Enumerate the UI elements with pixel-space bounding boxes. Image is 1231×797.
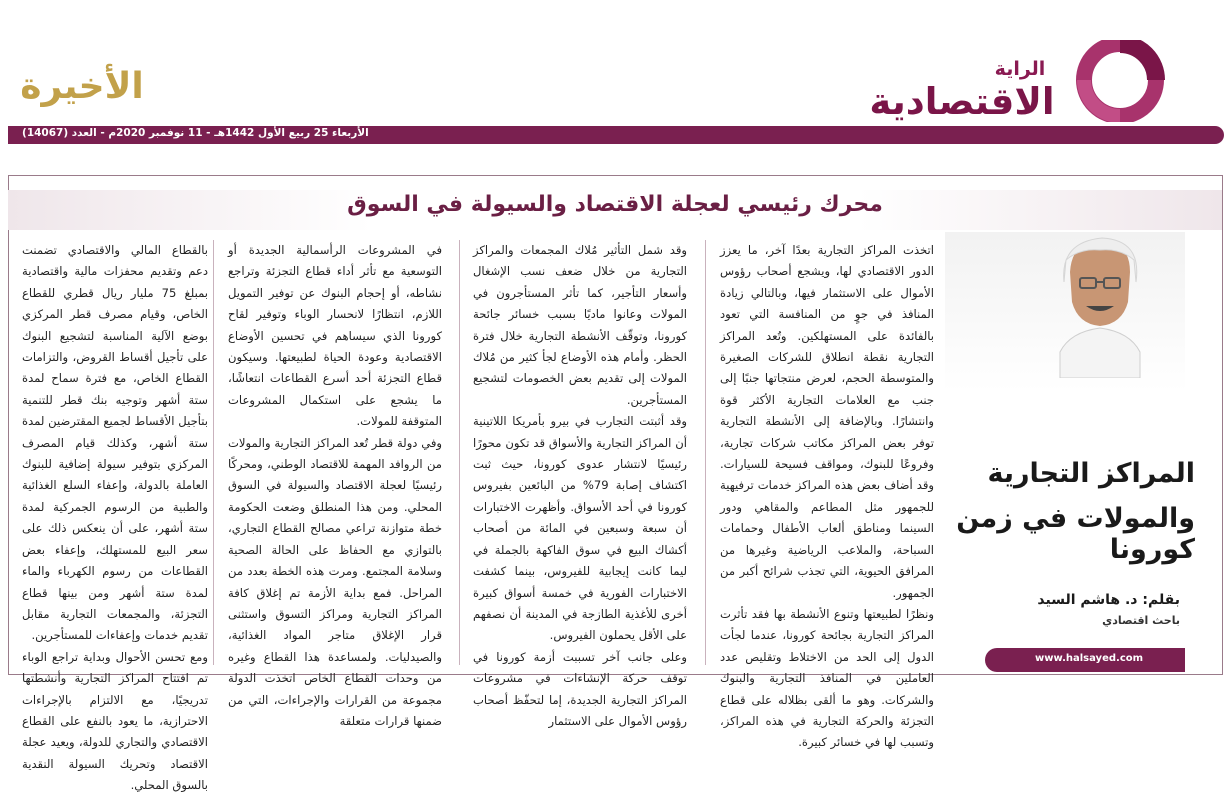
- column-paragraph: وعلى جانب آخر تسببت أزمة كورونا في توقف حركة الإنشاءات في مشروعات المراكز التجارية الجديدة، إما لتحفّظ أصحاب رؤوس الأموال على الاستثمار: [473, 649, 687, 728]
- column-paragraph: في المشروعات الرأسمالية الجديدة أو التوسعية مع تأثر أداء قطاع التجزئة وتراجع نشاطه، أو إحجام البنوك عن توفير التمويل اللازم، انتظارًا لانحسار الوباء وتوفير لقاح كورونا الذي سيساهم في تحسين الأوضاع الاقتصادية وعودة الحياة لطبيعتها. وسيكون قطاع التجزئة أحد أسرع القطاعات انتعاشًا، ما يشجع على استكمال المشروعات المتوقفة للمولات.: [228, 243, 442, 429]
- column-paragraph: وفي دولة قطر تُعد المراكز التجارية والمولات من الروافد المهمة للاقتصاد الوطني، ومحركًا رئيسيًا لعجلة الاقتصاد والسيولة في السوق المحلي. ومن هذا المنطلق وضعت الحكومة خطة متوازنة تراعي مصالح القطاع التجاري، بالتوازي مع الحفاظ على الحالة الصحية وسلامة المجتمع. ومرت هذه الخطة بعدد من المراحل. فمع بداية الأزمة تم إغلاق كافة المراكز التجارية ومراكز التسوق واستثنى قرار الإغلاق متاجر المواد الغذائية، والصيدليات. ولمساعدة هذا القطاع وغيره من وحدات القطاع الخاص اتخذت الدولة مجموعة من القرارات والإجراءات، التي من ضمنها قرارات متعلقة: [228, 435, 442, 728]
- column-4: [22, 240, 208, 797]
- website-link[interactable]: www.halsayed.com: [1035, 653, 1144, 664]
- section-title: الأخيرة: [20, 66, 144, 107]
- column-divider: [459, 240, 460, 665]
- column-paragraph: بالقطاع المالي والاقتصادي تضمنت دعم وتقديم محفزات مالية واقتصادية بمبلغ 75 مليار ريال قطري للقطاع الخاص، وقيام مصرف قطر المركزي بوضع الآلية المناسبة لتشجيع البنوك على تأجيل أقساط القروض، والتزامات القطاع الخاص، مع فترة سماح لمدة ستة أشهر وتوجيه بنك قطر للتنمية بتأجيل الأقساط لجميع المقترضين لمدة ستة أشهر، وكذلك قيام المصرف المركزي بتوفير سيولة إضافية للبنوك العاملة بالدولة، وإعفاء السلع الغذائية والطبية من الرسوم الجمركية لمدة ستة أشهر، على أن ينعكس ذلك على سعر البيع للمستهلك، وإعفاء بعض القطاعات من رسوم الكهرباء والماء لمدة ستة أشهر ومن بينها قطاع التجزئة، والمجمعات التجارية مقابل تقديم خدمات وإعفاءات للمستأجرين.: [22, 243, 208, 643]
- author-photo: [1050, 232, 1150, 378]
- column-paragraph: اتخذت المراكز التجارية بعدًا آخر، ما يعزز الدور الاقتصادي لها، ويشجع أصحاب رؤوس الأموال على الاستثمار فيها، وبالتالي زيادة المنافذ في جوٍ من المنافسة التي تعود بالفائدة على المستهلكين. وتُعد المراكز التجارية نقطة انطلاق للشركات الصغيرة والمتوسطة الحجم، لعرض منتجاتها جنبًا إلى جنب مع العلامات التجارية الأكثر قوة وانتشارًا. وبالإضافة إلى الأنشطة التجارية توفر بعض المراكز مكاتب شركات تجارية، وفروعًا للبنوك، ومواقف فسيحة للسيارات. وقد أضاف بعض هذه المراكز خدمات ترفيهية للجمهور مثل المطاعم والمقاهي ودور السينما ومناطق ألعاب الأطفال وحمامات السباحة، والملاعب الرياضية وغيرها من المرافق الحيوية، التي تجذب شرائح أكبر من الجمهور.: [720, 243, 934, 600]
- column-2: [473, 240, 687, 732]
- article-title-line-1: المراكز التجارية: [987, 458, 1195, 489]
- column-divider: [705, 240, 706, 665]
- column-paragraph: وقد أثبتت التجارب في بيرو بأمريكا اللاتينية أن المراكز التجارية والأسواق قد تكون محورًا رئيسيًا لانتشار عدوى كورونا، حيث ثبت اكتشاف إصابة 79% من البائعين بفيروس كورونا في أحد الأسواق. وأظهرت الاختبارات أن سبعة وسبعين في المائة من أصحاب أكشاك البيع في سوق الفاكهة بالجملة في ليما كانت إيجابية للفيروس، بينما كشفت الاختبارات الفورية في خمسة أسواق كبيرة أخرى للأغذية الطازجة في المدينة أن نصفهم على الأقل يحملون الفيروس.: [473, 414, 687, 643]
- column-paragraph: وقد شمل التأثير مُلاك المجمعات والمراكز التجارية من خلال ضعف نسب الإشغال وأسعار التأجير، كما تأثر المستأجرون في المولات وعانوا ماديًا بسبب خسائر جائحة كورونا، وتوقّف الأنشطة التجارية خلال فترة الحظر. وأمام هذه الأوضاع لجأ كثير من مُلاك المولات إلى تقديم بعض الخصومات لتشجيع المستأجرين.: [473, 243, 687, 407]
- author-role: باحث اقتصادي: [1102, 614, 1180, 627]
- brand-name-large: الاقتصادية: [869, 80, 1055, 123]
- website-bar: [985, 648, 1185, 672]
- column-1: [720, 240, 934, 754]
- article-title-line-2: والمولات في زمن كورونا: [956, 503, 1195, 565]
- column-divider: [213, 240, 214, 665]
- author-name: بقلم: د. هاشم السيد: [1037, 592, 1180, 608]
- headline-bar: [8, 190, 1222, 230]
- issue-date-line: الأربعاء 25 ربيع الأول 1442هـ - 11 نوفمبر 2020م - العدد (14067): [22, 127, 369, 139]
- column-paragraph: ونظرًا لطبيعتها وتنوع الأنشطة بها فقد تأثرت المراكز التجارية بجائحة كورونا، عندما لجأت الدول إلى الحد من الاختلاط وتقليص عدد العاملين في المنافذ التجارية والبنوك والشركات. وهو ما ألقى بظلاله على قطاع التجزئة والحركة التجارية في هذه المراكز، وتسبب لها في خسائر كبيرة.: [720, 606, 934, 750]
- date-bar: [8, 126, 1224, 144]
- brand-name-small: الراية: [994, 58, 1046, 80]
- column-paragraph: ومع تحسن الأحوال وبداية تراجع الوباء تم افتتاح المراكز التجارية وأنشطتها تدريجيًا، مع الالتزام بالإجراءات الاحترازية، ما يعود بالنفع على القطاع الاقتصادي والتجاري للدولة، ويعيد عجلة الاقتصاد وتحريك السيولة النقدية بالسوق المحلي.: [22, 649, 208, 793]
- article-headline: محرك رئيسي لعجلة الاقتصاد والسيولة في السوق: [347, 192, 883, 217]
- column-3: [228, 240, 442, 732]
